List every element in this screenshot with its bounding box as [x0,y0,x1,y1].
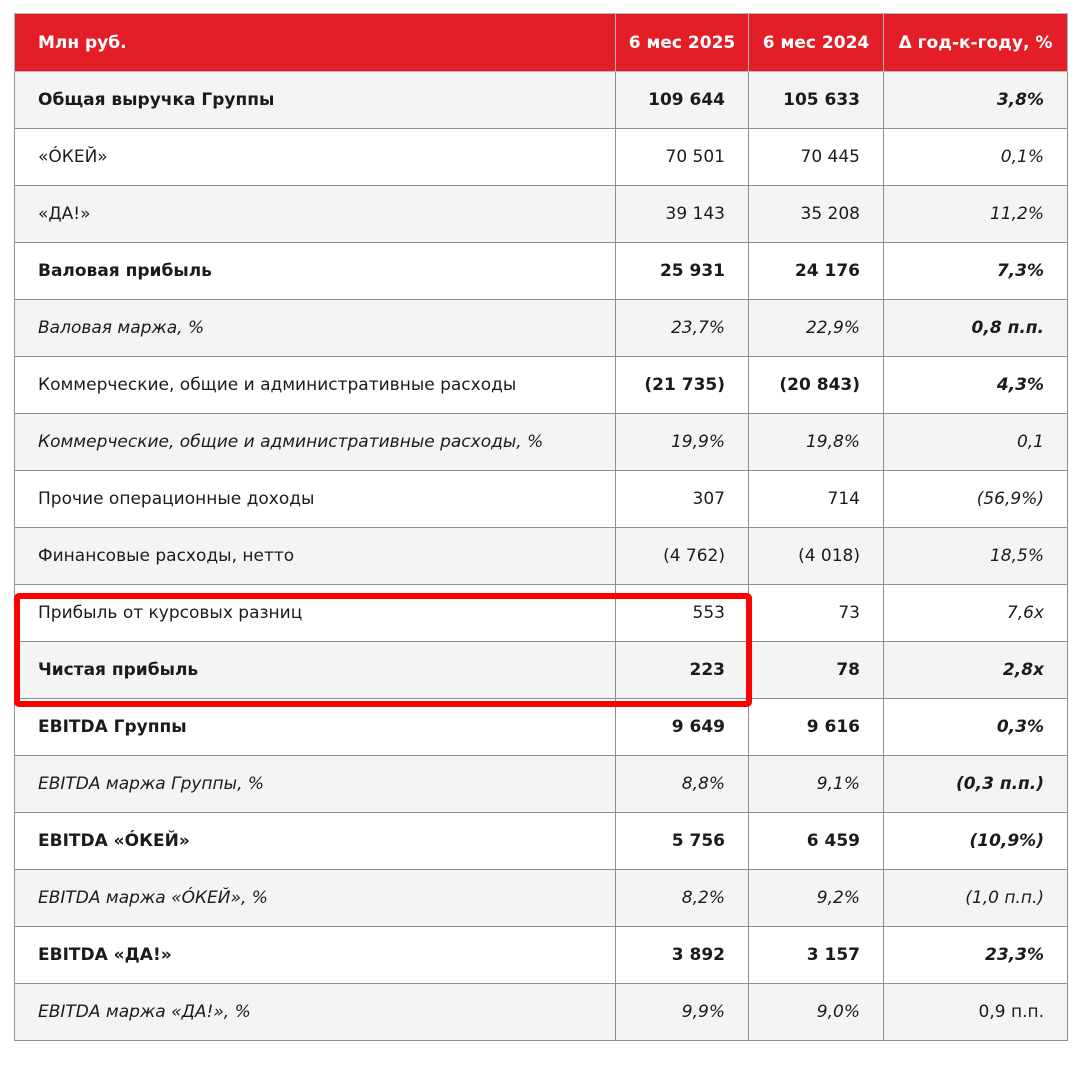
value-delta: 0,1% [884,129,1068,186]
value-2025: 5 756 [616,813,749,870]
table-row [15,984,1068,1041]
header-label: Млн руб. [15,14,616,72]
value-2025: 8,2% [616,870,749,927]
row-label: EBITDA маржа Группы, % [15,756,616,813]
row-label: EBITDA маржа «ДА!», % [15,984,616,1041]
value-delta: 11,2% [884,186,1068,243]
table-row [15,813,1068,870]
value-2024: 70 445 [749,129,884,186]
row-label: Чистая прибыль [15,642,616,699]
value-delta: 23,3% [884,927,1068,984]
header-6m-2024: 6 мес 2024 [749,14,884,72]
table-row [15,72,1068,129]
table-row [15,300,1068,357]
row-label: Валовая прибыль [15,243,616,300]
value-2025: (4 762) [616,528,749,585]
value-2024: 19,8% [749,414,884,471]
header-yoy-change: Δ год-к-году, % [884,14,1068,72]
value-delta: (10,9%) [884,813,1068,870]
value-delta: 3,8% [884,72,1068,129]
table-row [15,699,1068,756]
value-2025: 553 [616,585,749,642]
value-2025: 19,9% [616,414,749,471]
row-label: «ÓКЕЙ» [15,129,616,186]
value-2025: 9 649 [616,699,749,756]
value-2024: 24 176 [749,243,884,300]
row-label: Прибыль от курсовых разниц [15,585,616,642]
value-2024: 22,9% [749,300,884,357]
table-row [15,186,1068,243]
row-label: EBITDA Группы [15,699,616,756]
table-header [15,14,1068,72]
value-2025: 39 143 [616,186,749,243]
value-2024: 714 [749,471,884,528]
value-2025: 3 892 [616,927,749,984]
value-2024: 105 633 [749,72,884,129]
value-2025: 8,8% [616,756,749,813]
row-label: EBITDA «ÓКЕЙ» [15,813,616,870]
table-row [15,927,1068,984]
value-delta: 2,8х [884,642,1068,699]
value-2024: 73 [749,585,884,642]
table-row [15,870,1068,927]
table-row [15,129,1068,186]
value-2024: 9,1% [749,756,884,813]
value-delta: (0,3 п.п.) [884,756,1068,813]
table-row [15,357,1068,414]
row-label: EBITDA маржа «ÓКЕЙ», % [15,870,616,927]
value-2024: 78 [749,642,884,699]
value-2025: 70 501 [616,129,749,186]
row-label: Финансовые расходы, нетто [15,528,616,585]
row-label: Прочие операционные доходы [15,471,616,528]
table-row [15,471,1068,528]
value-2025: 223 [616,642,749,699]
value-delta: 0,8 п.п. [884,300,1068,357]
value-2025: (21 735) [616,357,749,414]
value-2024: (20 843) [749,357,884,414]
table-row [15,528,1068,585]
value-delta: 7,3% [884,243,1068,300]
header-6m-2025: 6 мес 2025 [616,14,749,72]
financial-results-table [14,13,1068,1041]
financial-table-container [14,13,1067,1041]
value-delta: (56,9%) [884,471,1068,528]
table-row [15,756,1068,813]
value-delta: 0,3% [884,699,1068,756]
value-delta: 0,9 п.п. [884,984,1068,1041]
value-2024: (4 018) [749,528,884,585]
table-body [15,72,1068,1041]
table-row [15,243,1068,300]
value-2025: 9,9% [616,984,749,1041]
value-2025: 25 931 [616,243,749,300]
value-2024: 6 459 [749,813,884,870]
value-delta: 0,1 [884,414,1068,471]
table-row [15,585,1068,642]
value-2025: 23,7% [616,300,749,357]
row-label: Коммерческие, общие и административные расходы [15,357,616,414]
value-2024: 9 616 [749,699,884,756]
table-row [15,414,1068,471]
value-2024: 35 208 [749,186,884,243]
value-delta: 4,3% [884,357,1068,414]
value-2025: 109 644 [616,72,749,129]
row-label: EBITDA «ДА!» [15,927,616,984]
value-2024: 9,0% [749,984,884,1041]
value-delta: 18,5% [884,528,1068,585]
table-row [15,642,1068,699]
value-delta: 7,6х [884,585,1068,642]
row-label: Коммерческие, общие и административные расходы, % [15,414,616,471]
value-2025: 307 [616,471,749,528]
row-label: «ДА!» [15,186,616,243]
row-label: Общая выручка Группы [15,72,616,129]
value-2024: 3 157 [749,927,884,984]
row-label: Валовая маржа, % [15,300,616,357]
header-row [15,14,1068,72]
value-delta: (1,0 п.п.) [884,870,1068,927]
value-2024: 9,2% [749,870,884,927]
